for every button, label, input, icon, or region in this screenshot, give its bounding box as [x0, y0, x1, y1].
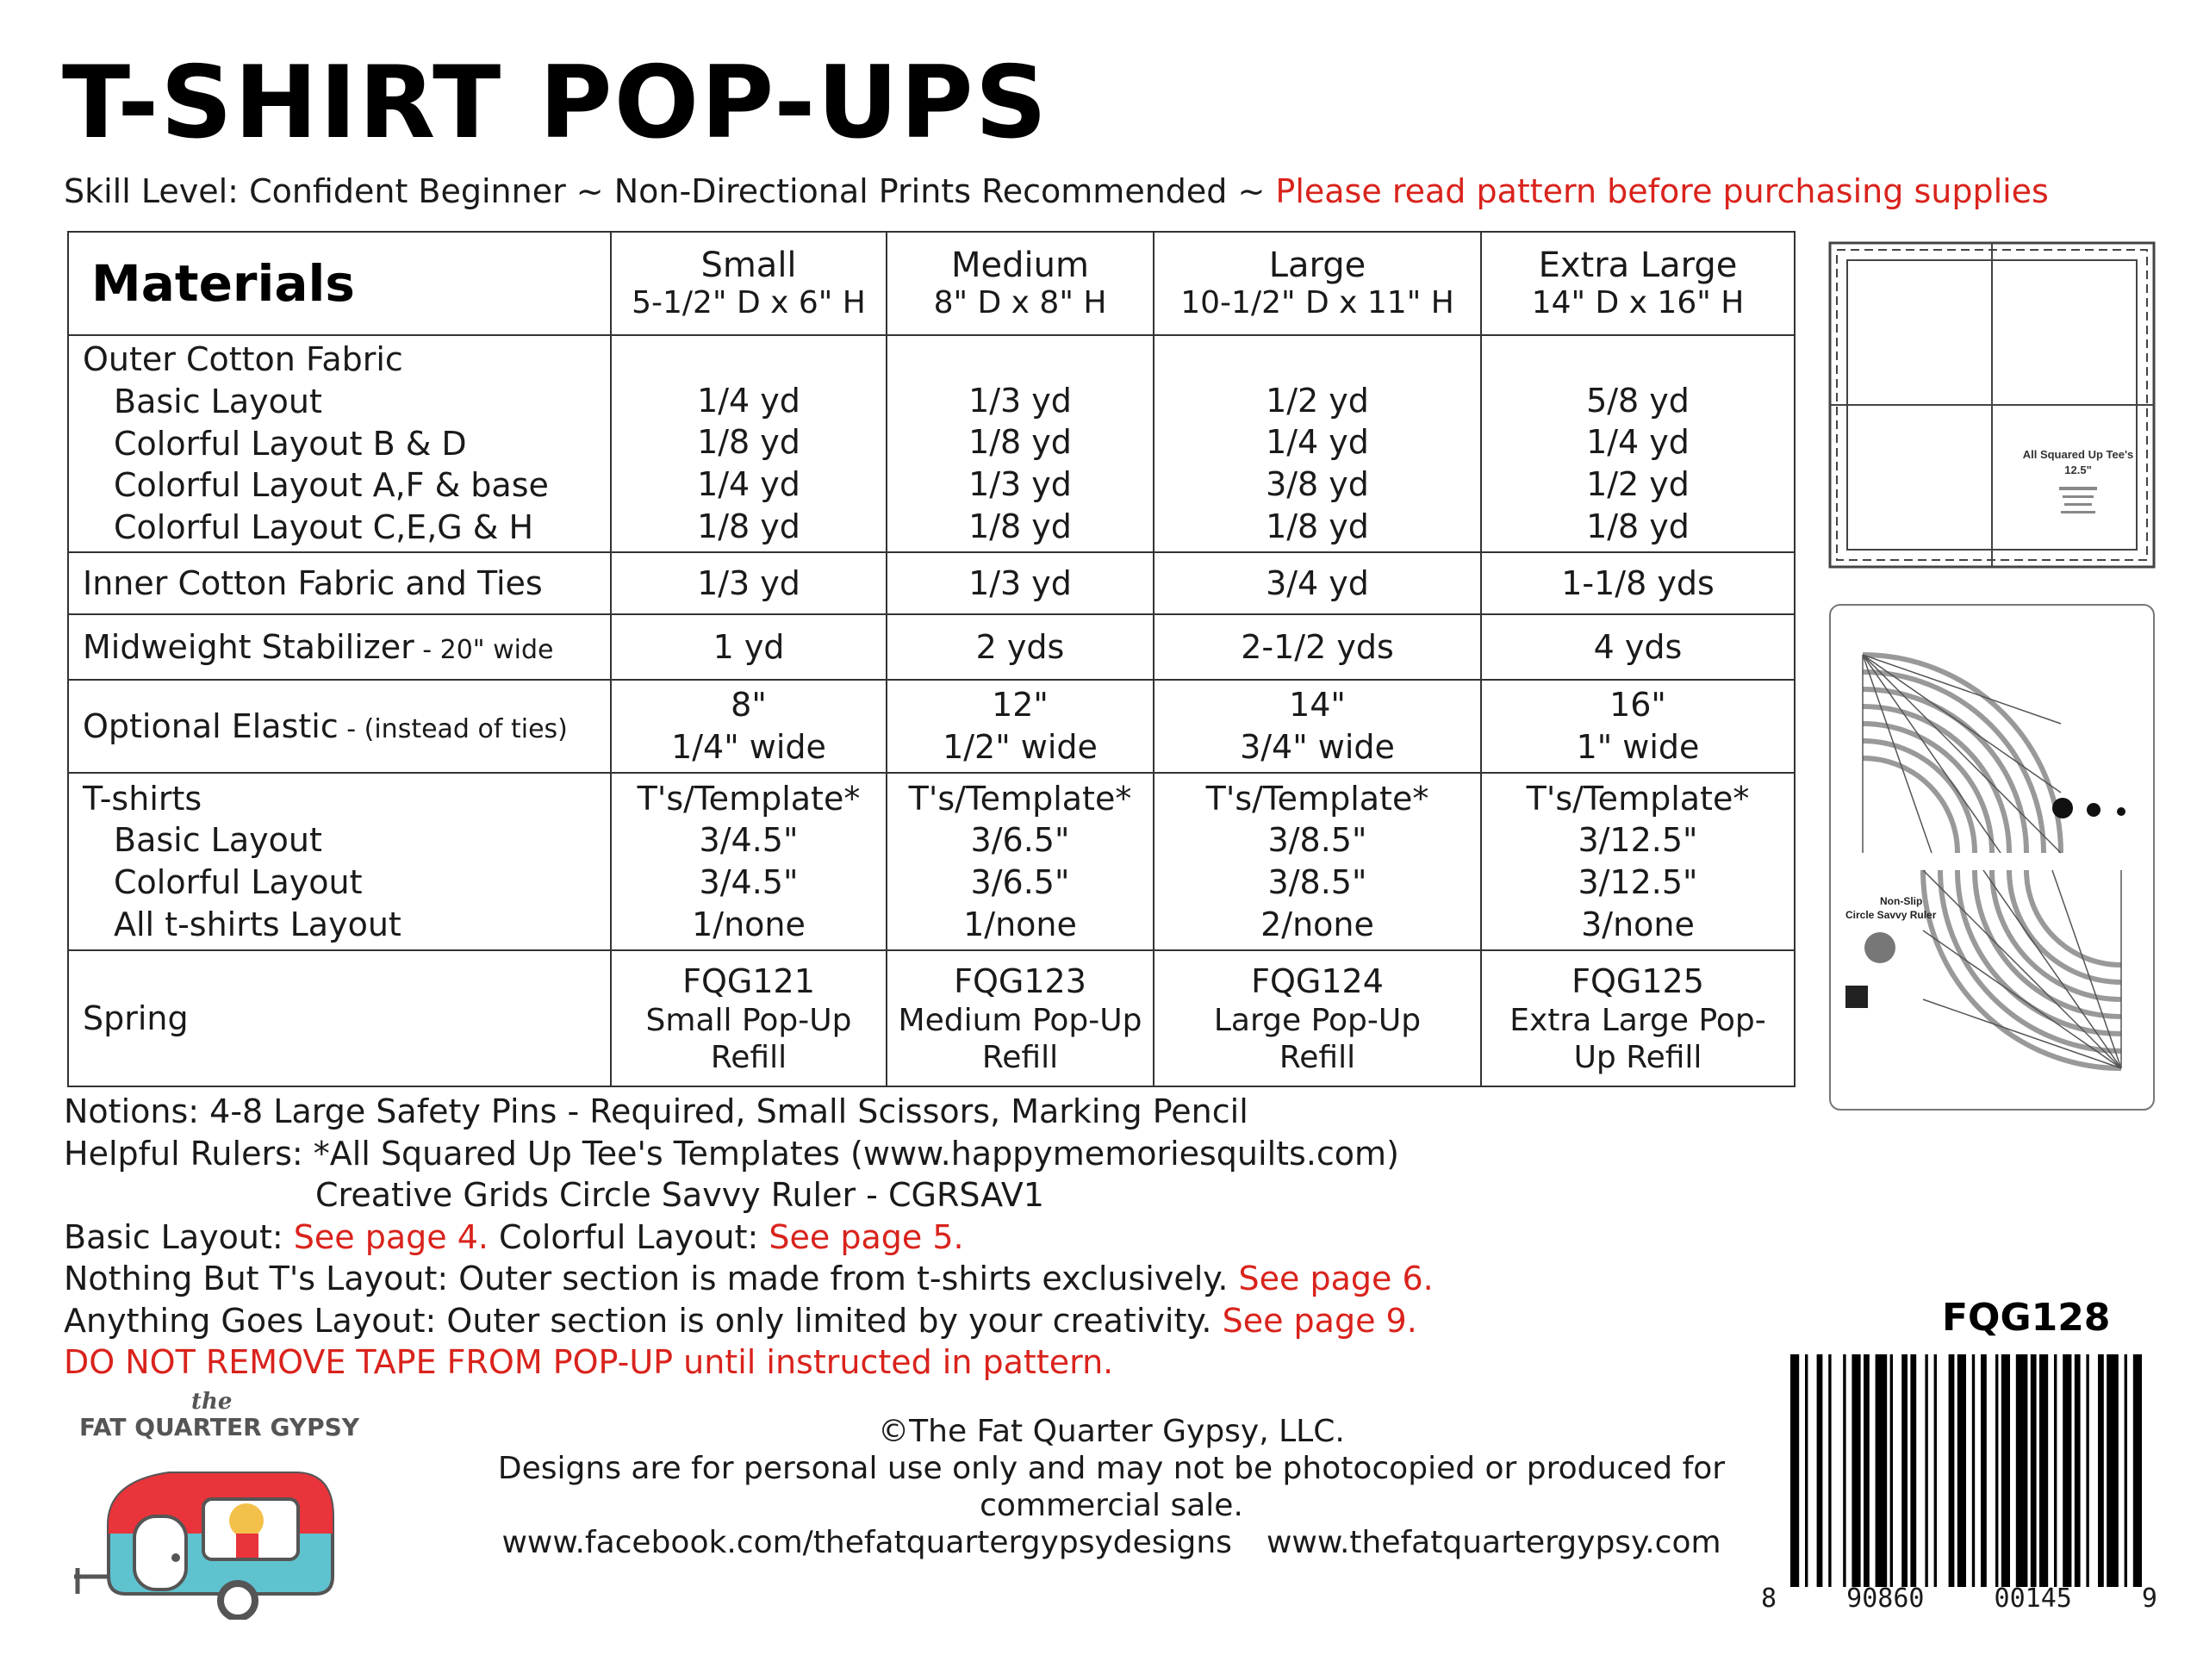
- barcode-bar: [1864, 1354, 1870, 1587]
- tshirts-large: T's/Template* 3/8.5" 3/8.5" 2/none: [1154, 773, 1481, 950]
- stabilizer-large: 2-1/2 yds: [1154, 614, 1481, 680]
- skill-level-line: [64, 172, 2049, 210]
- outer-medium: 1/3 yd 1/8 yd 1/3 yd 1/8 yd: [887, 335, 1154, 552]
- rulers-line-1: Helpful Rulers: *All Squared Up Tee's Templates (www.happymemoriesquilts.com): [64, 1134, 1399, 1173]
- square-template-image: [1828, 241, 2156, 569]
- spring-xl: FQG125 Extra Large Pop- Up Refill: [1481, 950, 1795, 1086]
- outer-small: 1/4 yd 1/8 yd 1/4 yd 1/8 yd: [611, 335, 887, 552]
- table-header-row: [68, 232, 1795, 335]
- spring-small: FQG121 Small Pop-Up Refill: [611, 950, 887, 1086]
- footer: [482, 1413, 1740, 1561]
- elastic-xl: 16" 1" wide: [1481, 680, 1795, 773]
- tape-warning: DO NOT REMOVE TAPE FROM POP-UP until instructed in pattern.: [64, 1343, 1114, 1381]
- colorful-page-ref: See page 5.: [769, 1217, 964, 1256]
- outer-fabric-label: Outer Cotton Fabric Basic Layout Colorful Layout B & D Colorful Layout A,F & base Colorful Layout C,E,G & H: [68, 335, 611, 552]
- tshirts-small: T's/Template* 3/4.5" 3/4.5" 1/none: [611, 773, 887, 950]
- anything-goes-line: Anything Goes Layout: Outer section is only limited by your creativity. See page 9.: [64, 1301, 1417, 1340]
- product-code: FQG128: [1942, 1296, 2111, 1340]
- inner-small: 1/3 yd: [611, 552, 887, 614]
- barcode-bar: [1925, 1354, 1927, 1587]
- rulers-line-2: Creative Grids Circle Savvy Ruler - CGRSAV1: [315, 1176, 1044, 1214]
- barcode-bar: [2133, 1354, 2142, 1587]
- logo-name: FAT QUARTER GYPSY: [79, 1413, 360, 1441]
- barcode-bar: [1852, 1354, 1860, 1587]
- camper-logo-image: [74, 1447, 350, 1620]
- elastic-large: 14" 3/4" wide: [1154, 680, 1481, 773]
- stabilizer-label: Midweight Stabilizer - 20" wide: [68, 614, 611, 680]
- stabilizer-xl: 4 yds: [1481, 614, 1795, 680]
- facebook-link[interactable]: www.facebook.com/thefatquartergypsydesigns: [501, 1525, 1232, 1560]
- barcode-bar: [1972, 1354, 1975, 1587]
- outer-xl: 5/8 yd 1/4 yd 1/2 yd 1/8 yd: [1481, 335, 1795, 552]
- barcode-bar: [2001, 1354, 2010, 1587]
- size-medium-header: Medium 8" D x 8" H: [887, 232, 1154, 335]
- logo-the: the: [191, 1389, 233, 1415]
- notions-line: Notions: 4-8 Large Safety Pins - Required, Small Scissors, Marking Pencil: [64, 1092, 1248, 1130]
- tshirts-row: [68, 773, 1795, 950]
- materials-heading: Materials: [68, 232, 611, 335]
- svg-text:All Squared Up Tee's: All Squared Up Tee's: [2022, 448, 2134, 461]
- tshirts-medium: T's/Template* 3/6.5" 3/6.5" 1/none: [887, 773, 1154, 950]
- basic-page-ref: See page 4.: [293, 1217, 489, 1256]
- barcode-bar: [1890, 1354, 1893, 1587]
- stabilizer-small: 1 yd: [611, 614, 887, 680]
- skill-level-text: Skill Level: Confident Beginner ~ Non-Directional Prints Recommended ~: [64, 172, 1276, 210]
- outer-large: 1/2 yd 1/4 yd 3/8 yd 1/8 yd: [1154, 335, 1481, 552]
- nothing-but-ts-line: Nothing But T's Layout: Outer section is made from t-shirts exclusively. See page 6.: [64, 1260, 1434, 1297]
- page-title: T-SHIRT POP-UPS: [62, 45, 1049, 161]
- barcode-bar: [1805, 1354, 1808, 1587]
- materials-table: [67, 231, 1796, 1087]
- size-small-header: Small 5-1/2" D x 6" H: [611, 232, 887, 335]
- barcode-bar: [2125, 1354, 2127, 1587]
- barcode-bar: [2086, 1354, 2088, 1587]
- barcode-bar: [1910, 1354, 1916, 1587]
- stabilizer-medium: 2 yds: [887, 614, 1154, 680]
- barcode-bar: [2031, 1354, 2037, 1587]
- barcode-bar: [1934, 1354, 1937, 1587]
- elastic-medium: 12" 1/2" wide: [887, 680, 1154, 773]
- inner-fabric-label: Inner Cotton Fabric and Ties: [68, 552, 611, 614]
- barcode-bar: [1790, 1354, 1799, 1587]
- elastic-label: Optional Elastic - (instead of ties): [68, 680, 611, 773]
- svg-text:Circle Savvy Ruler: Circle Savvy Ruler: [1845, 909, 1937, 921]
- elastic-row: [68, 680, 1795, 773]
- barcode-bar: [2098, 1354, 2104, 1587]
- barcode-bar: [1876, 1354, 1888, 1587]
- spring-medium: FQG123 Medium Pop-Up Refill: [887, 950, 1154, 1086]
- outer-fabric-row: [68, 335, 1795, 552]
- barcode-bar: [2016, 1354, 2028, 1587]
- purchase-warning: Please read pattern before purchasing supplies: [1275, 172, 2049, 210]
- barcode-bar: [1957, 1354, 1966, 1587]
- stabilizer-row: [68, 614, 1795, 680]
- inner-medium: 1/3 yd: [887, 552, 1154, 614]
- inner-xl: 1-1/8 yds: [1481, 552, 1795, 614]
- barcode-bar: [1949, 1354, 1955, 1587]
- disclaimer: Designs are for personal use only and may not be photocopied or produced for commercial sale.: [497, 1451, 1726, 1523]
- spring-row: [68, 950, 1795, 1086]
- barcode-bar: [2075, 1354, 2081, 1587]
- tshirts-xl: T's/Template* 3/12.5" 3/12.5" 3/none: [1481, 773, 1795, 950]
- inner-large: 3/4 yd: [1154, 552, 1481, 614]
- barcode-bar: [1995, 1354, 1998, 1587]
- nothing-page-ref: See page 6.: [1238, 1260, 1434, 1297]
- barcode-bar: [2054, 1354, 2057, 1587]
- svg-text:12.5": 12.5": [2064, 464, 2092, 476]
- notes-section: [64, 1091, 1434, 1384]
- layouts-line: Basic Layout: See page 4. Colorful Layout: See page 5.: [64, 1217, 964, 1256]
- elastic-small: 8" 1/4" wide: [611, 680, 887, 773]
- barcode-bar: [2039, 1354, 2048, 1587]
- circle-ruler-image: [1828, 603, 2156, 1111]
- barcode-bar: [2063, 1354, 2071, 1587]
- size-xl-header: Extra Large 14" D x 16" H: [1481, 232, 1795, 335]
- barcode-bar: [1843, 1354, 1845, 1587]
- barcode-bar: [1981, 1354, 1987, 1587]
- barcode-bar: [1817, 1354, 1823, 1587]
- barcode-bar: [1901, 1354, 1908, 1587]
- barcode-digits: 8 90860 00145 9: [1761, 1584, 2157, 1614]
- tshirts-label: T-shirts Basic Layout Colorful Layout All t-shirts Layout: [68, 773, 611, 950]
- anything-page-ref: See page 9.: [1222, 1301, 1417, 1340]
- barcode-image: [1790, 1354, 2152, 1621]
- inner-fabric-row: [68, 552, 1795, 614]
- spring-large: FQG124 Large Pop-Up Refill: [1154, 950, 1481, 1086]
- barcode-bar: [2107, 1354, 2119, 1587]
- spring-label: Spring: [68, 950, 611, 1086]
- barcode-bar: [1828, 1354, 1831, 1587]
- copyright: ©The Fat Quarter Gypsy, LLC.: [878, 1414, 1345, 1449]
- size-large-header: Large 10-1/2" D x 11" H: [1154, 232, 1481, 335]
- website-link[interactable]: www.thefatquartergypsy.com: [1266, 1525, 1721, 1560]
- svg-text:Non-Slip: Non-Slip: [1880, 895, 1923, 907]
